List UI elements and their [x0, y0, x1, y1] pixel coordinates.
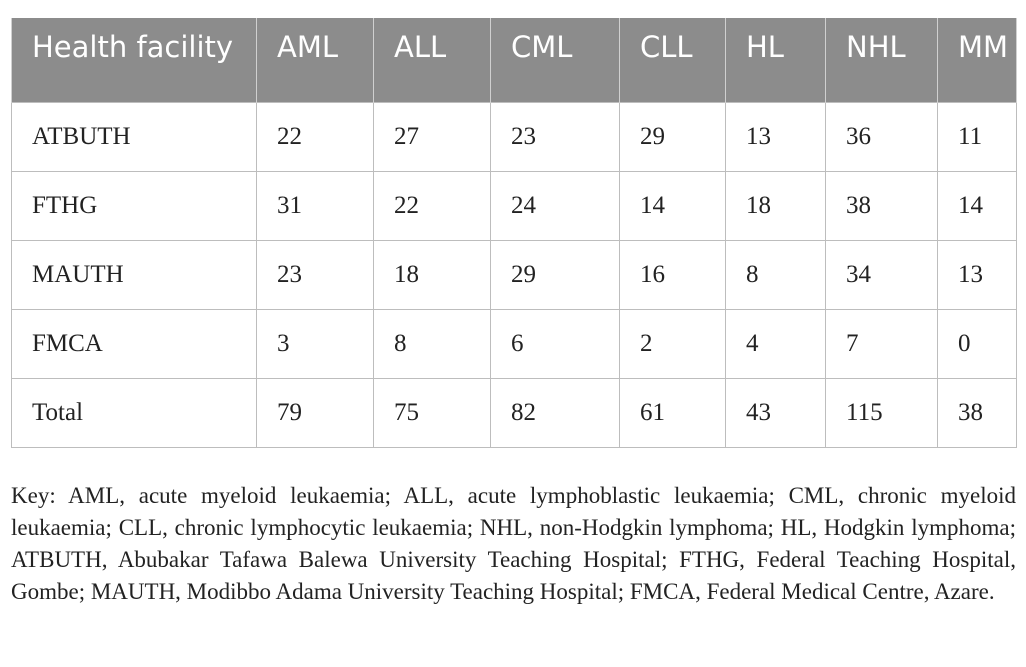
table-cell: FMCA	[12, 309, 257, 378]
table-header	[12, 18, 1017, 102]
table-footnote-key: Key: AML, acute myeloid leukaemia; ALL, acute lymphoblastic leukaemia; CML, chronic myeloid leukaemia; CLL, chronic lymphocytic leukaemia; NHL, non-Hodgkin lymphoma; HL, Hodgkin lymphoma; ATBUTH, Abubakar Tafawa Balewa University Teaching Hospital; FTHG, Federal Teaching Hospital, Gombe; MAUTH, Modibbo Adama University Teaching Hospital; FMCA, Federal Medical Centre, Azare.	[11, 483, 1016, 604]
table-cell: 61	[620, 378, 726, 447]
table-cell: 16	[620, 240, 726, 309]
table-cell: 7	[826, 309, 938, 378]
table-cell: 38	[938, 378, 1017, 447]
table-cell: 38	[826, 171, 938, 240]
table-cell: 18	[726, 171, 826, 240]
cases-by-facility-table	[11, 18, 1017, 448]
header-aml: AML	[257, 18, 374, 102]
table-cell: 18	[374, 240, 491, 309]
table-body	[12, 102, 1017, 447]
table-cell: 36	[826, 102, 938, 171]
table-row-mauth	[12, 240, 1017, 309]
table-cell: 23	[257, 240, 374, 309]
header-row	[12, 18, 1017, 102]
table-cell: 29	[491, 240, 620, 309]
table-row-atbuth	[12, 102, 1017, 171]
table-cell: ATBUTH	[12, 102, 257, 171]
table-cell: FTHG	[12, 171, 257, 240]
header-mm: MM	[938, 18, 1017, 102]
table-cell: 11	[938, 102, 1017, 171]
table-cell: 3	[257, 309, 374, 378]
header-all: ALL	[374, 18, 491, 102]
table-cell: 22	[257, 102, 374, 171]
table-cell: 115	[826, 378, 938, 447]
table-row-fthg	[12, 171, 1017, 240]
header-health-facility: Health facility	[12, 18, 257, 102]
data-table-container	[11, 18, 1016, 448]
table-cell: 0	[938, 309, 1017, 378]
table-cell: MAUTH	[12, 240, 257, 309]
table-cell: 2	[620, 309, 726, 378]
table-cell: 8	[726, 240, 826, 309]
header-nhl: NHL	[826, 18, 938, 102]
table-cell: 14	[938, 171, 1017, 240]
header-cml: CML	[491, 18, 620, 102]
header-cll: CLL	[620, 18, 726, 102]
table-cell: 79	[257, 378, 374, 447]
table-cell: 75	[374, 378, 491, 447]
table-cell: 23	[491, 102, 620, 171]
table-cell: 22	[374, 171, 491, 240]
table-cell: 24	[491, 171, 620, 240]
table-row-fmca	[12, 309, 1017, 378]
table-cell: 14	[620, 171, 726, 240]
header-hl: HL	[726, 18, 826, 102]
table-cell: Total	[12, 378, 257, 447]
table-cell: 13	[726, 102, 826, 171]
table-cell: 29	[620, 102, 726, 171]
table-cell: 6	[491, 309, 620, 378]
table-cell: 4	[726, 309, 826, 378]
table-cell: 27	[374, 102, 491, 171]
table-cell: 13	[938, 240, 1017, 309]
table-cell: 31	[257, 171, 374, 240]
table-cell: 34	[826, 240, 938, 309]
table-cell: 43	[726, 378, 826, 447]
table-row-total	[12, 378, 1017, 447]
table-cell: 8	[374, 309, 491, 378]
table-cell: 82	[491, 378, 620, 447]
